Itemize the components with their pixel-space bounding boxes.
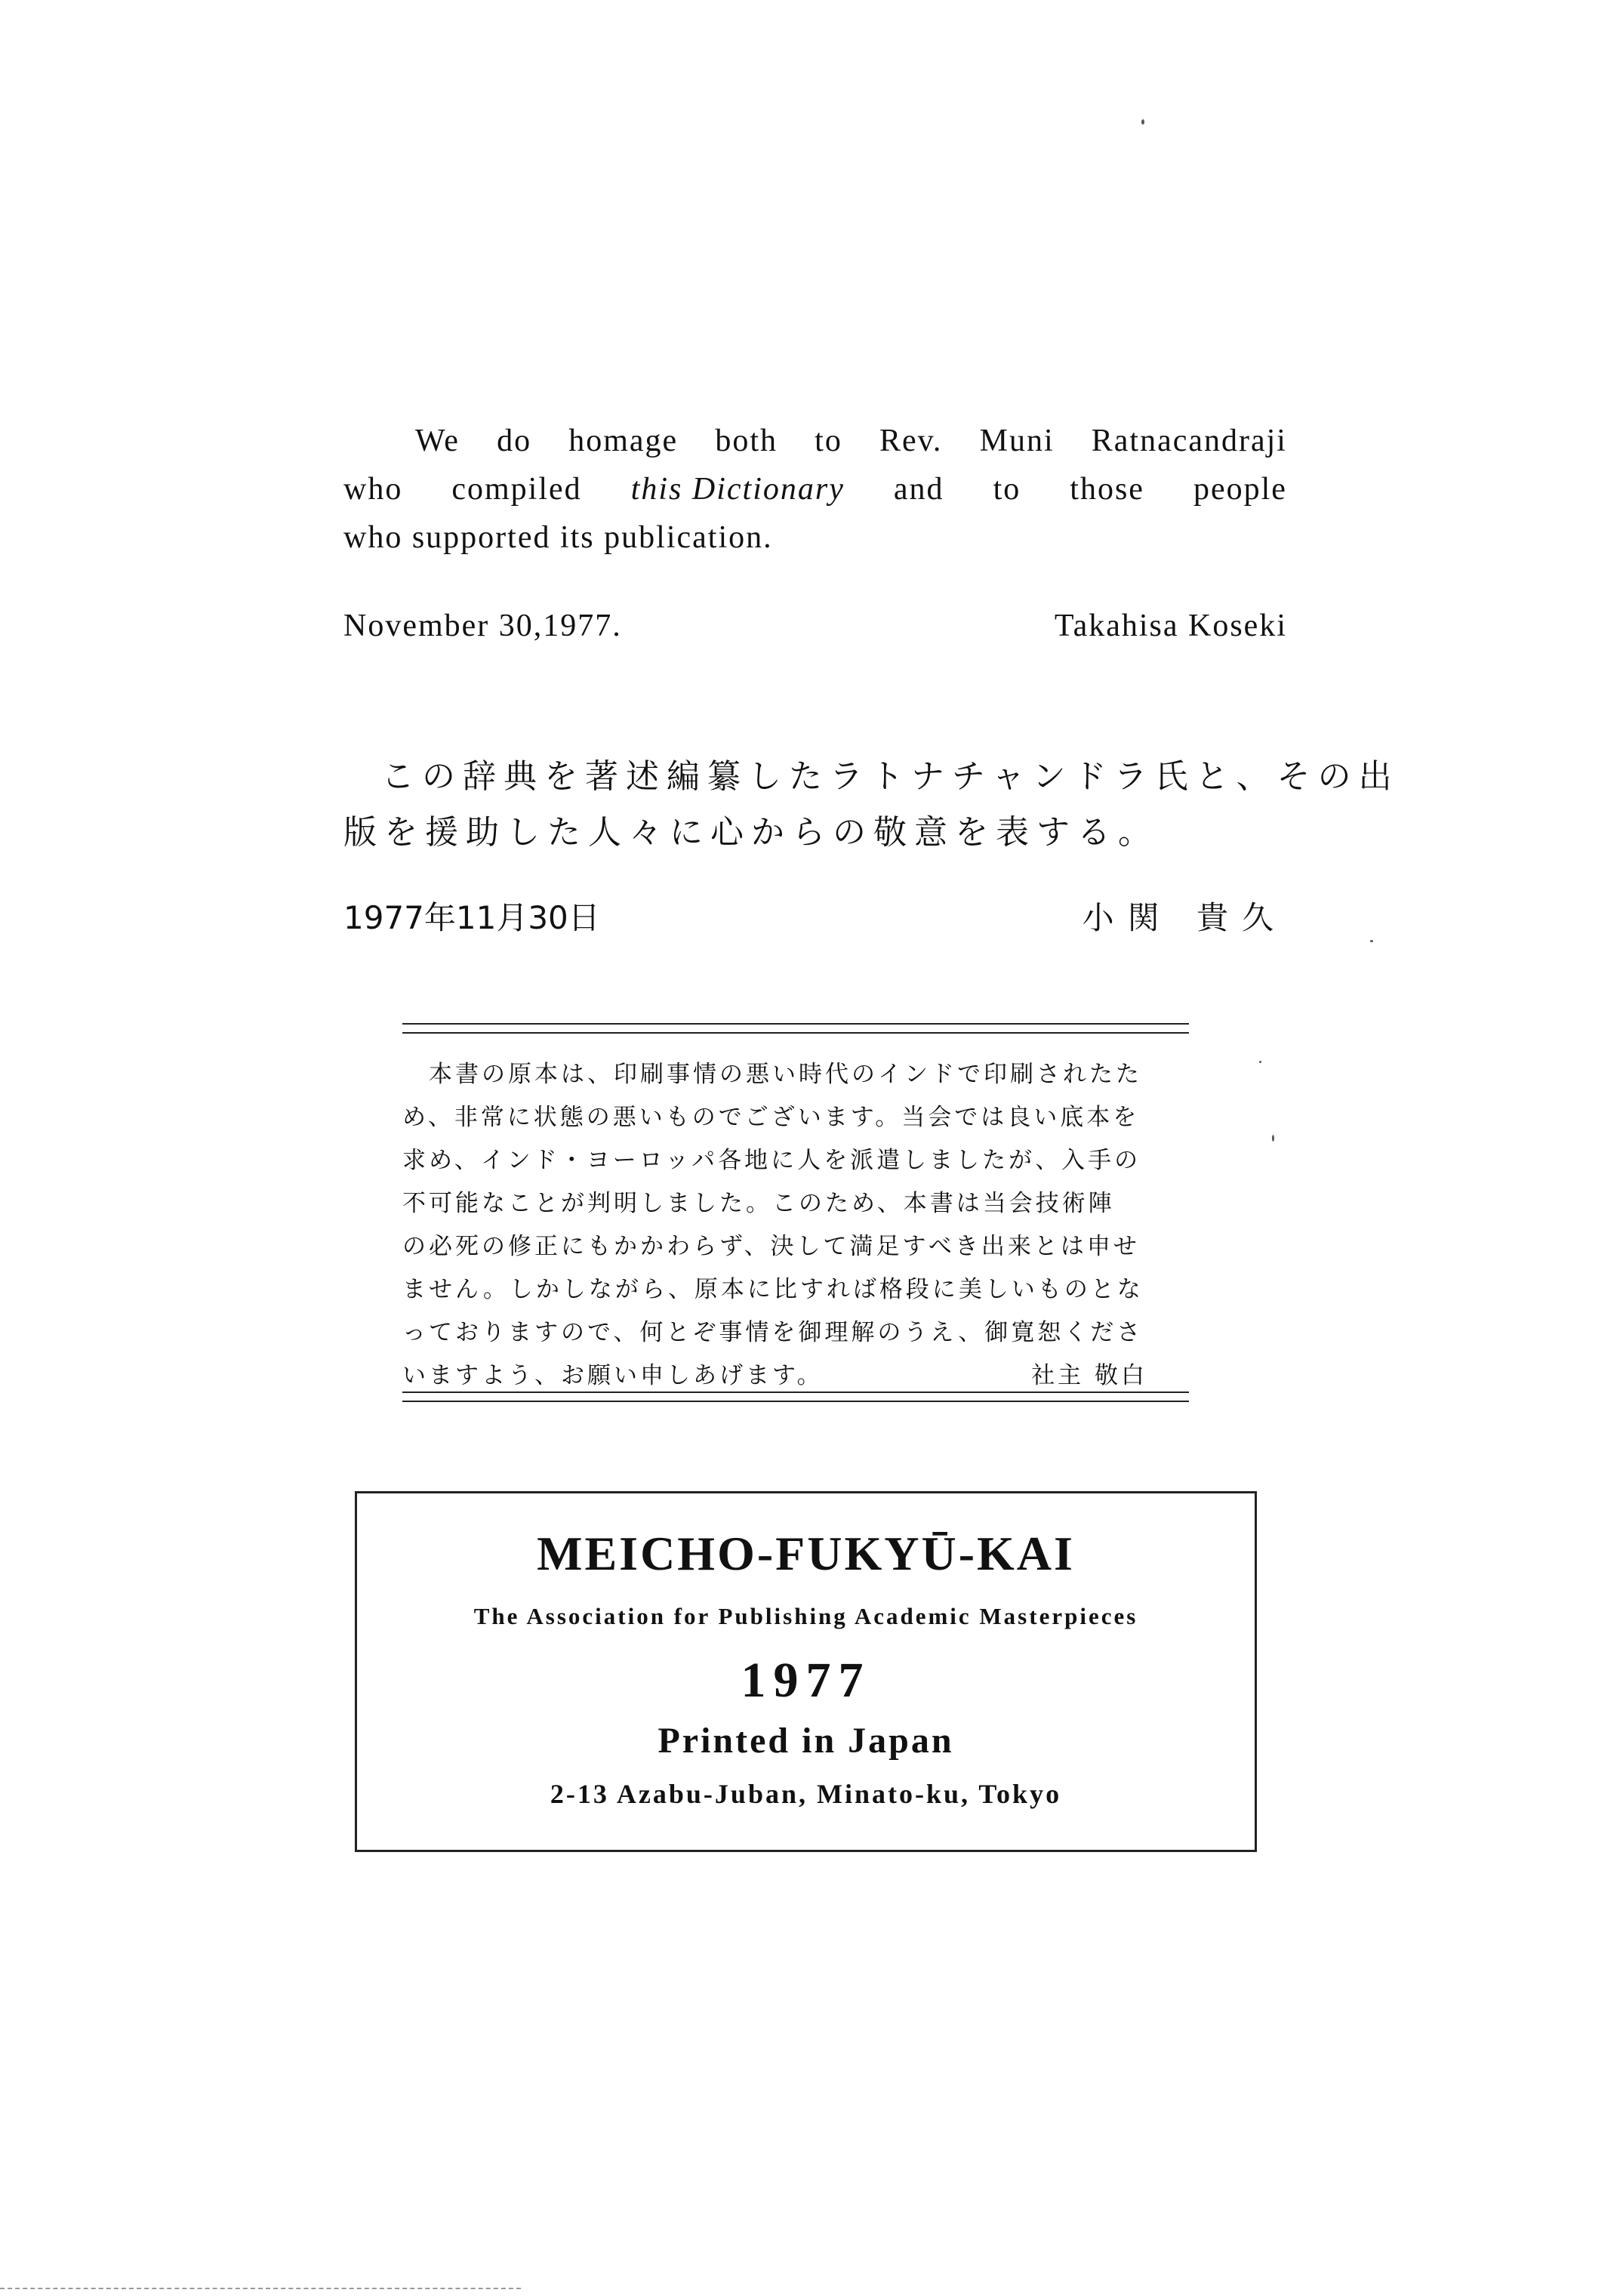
publisher-tagline: The Association for Publishing Academic Masterpieces: [473, 1603, 1138, 1629]
note-line: っておりますので、何とぞ事情を御理解のうえ、御寛恕くださ: [402, 1319, 1144, 1346]
dedication-text: who supported its publication.: [343, 520, 773, 555]
top-rule-outer: [402, 1023, 1189, 1025]
printed-in: Printed in Japan: [658, 1721, 954, 1761]
word: homage: [568, 424, 679, 458]
dedication-line-1: [343, 417, 1287, 465]
top-rule-inner: [402, 1032, 1189, 1034]
scan-speck: [1370, 940, 1373, 942]
word: We: [415, 424, 460, 458]
note-line: 求め、インド・ヨーロッパ各地に人を派遣しましたが、入手の: [402, 1147, 1141, 1174]
japanese-signature-row: [343, 893, 1287, 938]
japanese-date: 1977年11月30日: [343, 899, 600, 936]
note-line: の必死の修正にもかかわらず、決して満足すべき出来とは申せ: [402, 1233, 1140, 1260]
bottom-rule-outer: [402, 1401, 1189, 1402]
scan-edge-line: [0, 2288, 521, 2289]
publisher-name: MEICHO-FUKYŪ-KAI: [537, 1527, 1075, 1580]
dedication-line-3: [343, 513, 1287, 562]
scan-speck: [1259, 1061, 1261, 1063]
word: who: [343, 472, 403, 507]
scan-speck: [1141, 119, 1144, 125]
english-signature-row: [343, 608, 1287, 644]
note-line: 不可能なことが判明しました。このため、本書は当会技術陣: [402, 1190, 1115, 1217]
book-title-italic: this Dictionary: [630, 472, 845, 507]
publisher-note: [402, 1053, 1189, 1398]
bottom-rule-inner: [402, 1391, 1189, 1393]
word: those: [1070, 472, 1144, 507]
japanese-author: 小関 貴久: [1082, 899, 1287, 936]
publication-year: 1977: [741, 1653, 871, 1708]
note-line: いますよう、お願い申しあげます。: [402, 1362, 824, 1389]
note-line: 本書の原本は、印刷事情の悪い時代のインドで印刷されたた: [429, 1061, 1142, 1088]
publisher-address: 2-13 Azabu-Juban, Minato-ku, Tokyo: [550, 1779, 1062, 1809]
japanese-dedication-line-1: この辞典を著述編纂したラトナチャンドラ氏と、その出: [381, 757, 1400, 796]
word: do: [497, 424, 532, 458]
note-line: め、非常に状態の悪いものでございます。当会では良い底本を: [402, 1104, 1140, 1131]
word: to: [993, 472, 1021, 507]
word: both: [715, 424, 778, 458]
word: compiled: [451, 472, 582, 507]
publisher-imprint-box: [355, 1491, 1257, 1852]
scan-speck: [1272, 1135, 1274, 1142]
dedication-line-2: [343, 465, 1287, 513]
word: Ratnacandraji: [1091, 424, 1287, 458]
japanese-dedication-line-2: 版を援助した人々に心からの敬意を表する。: [343, 813, 1159, 852]
english-author: Takahisa Koseki: [1054, 609, 1287, 643]
word: Rev.: [879, 424, 943, 458]
word: and: [893, 472, 944, 507]
japanese-dedication: [343, 749, 1400, 861]
english-date: November 30,1977.: [343, 609, 622, 643]
word: Muni: [979, 424, 1055, 458]
note-line: ません。しかしながら、原本に比すれば格段に美しいものとな: [402, 1276, 1144, 1303]
note-signature: 社主 敬白: [1031, 1362, 1147, 1389]
word: to: [815, 424, 842, 458]
english-dedication: [343, 417, 1287, 562]
word: people: [1193, 472, 1287, 507]
